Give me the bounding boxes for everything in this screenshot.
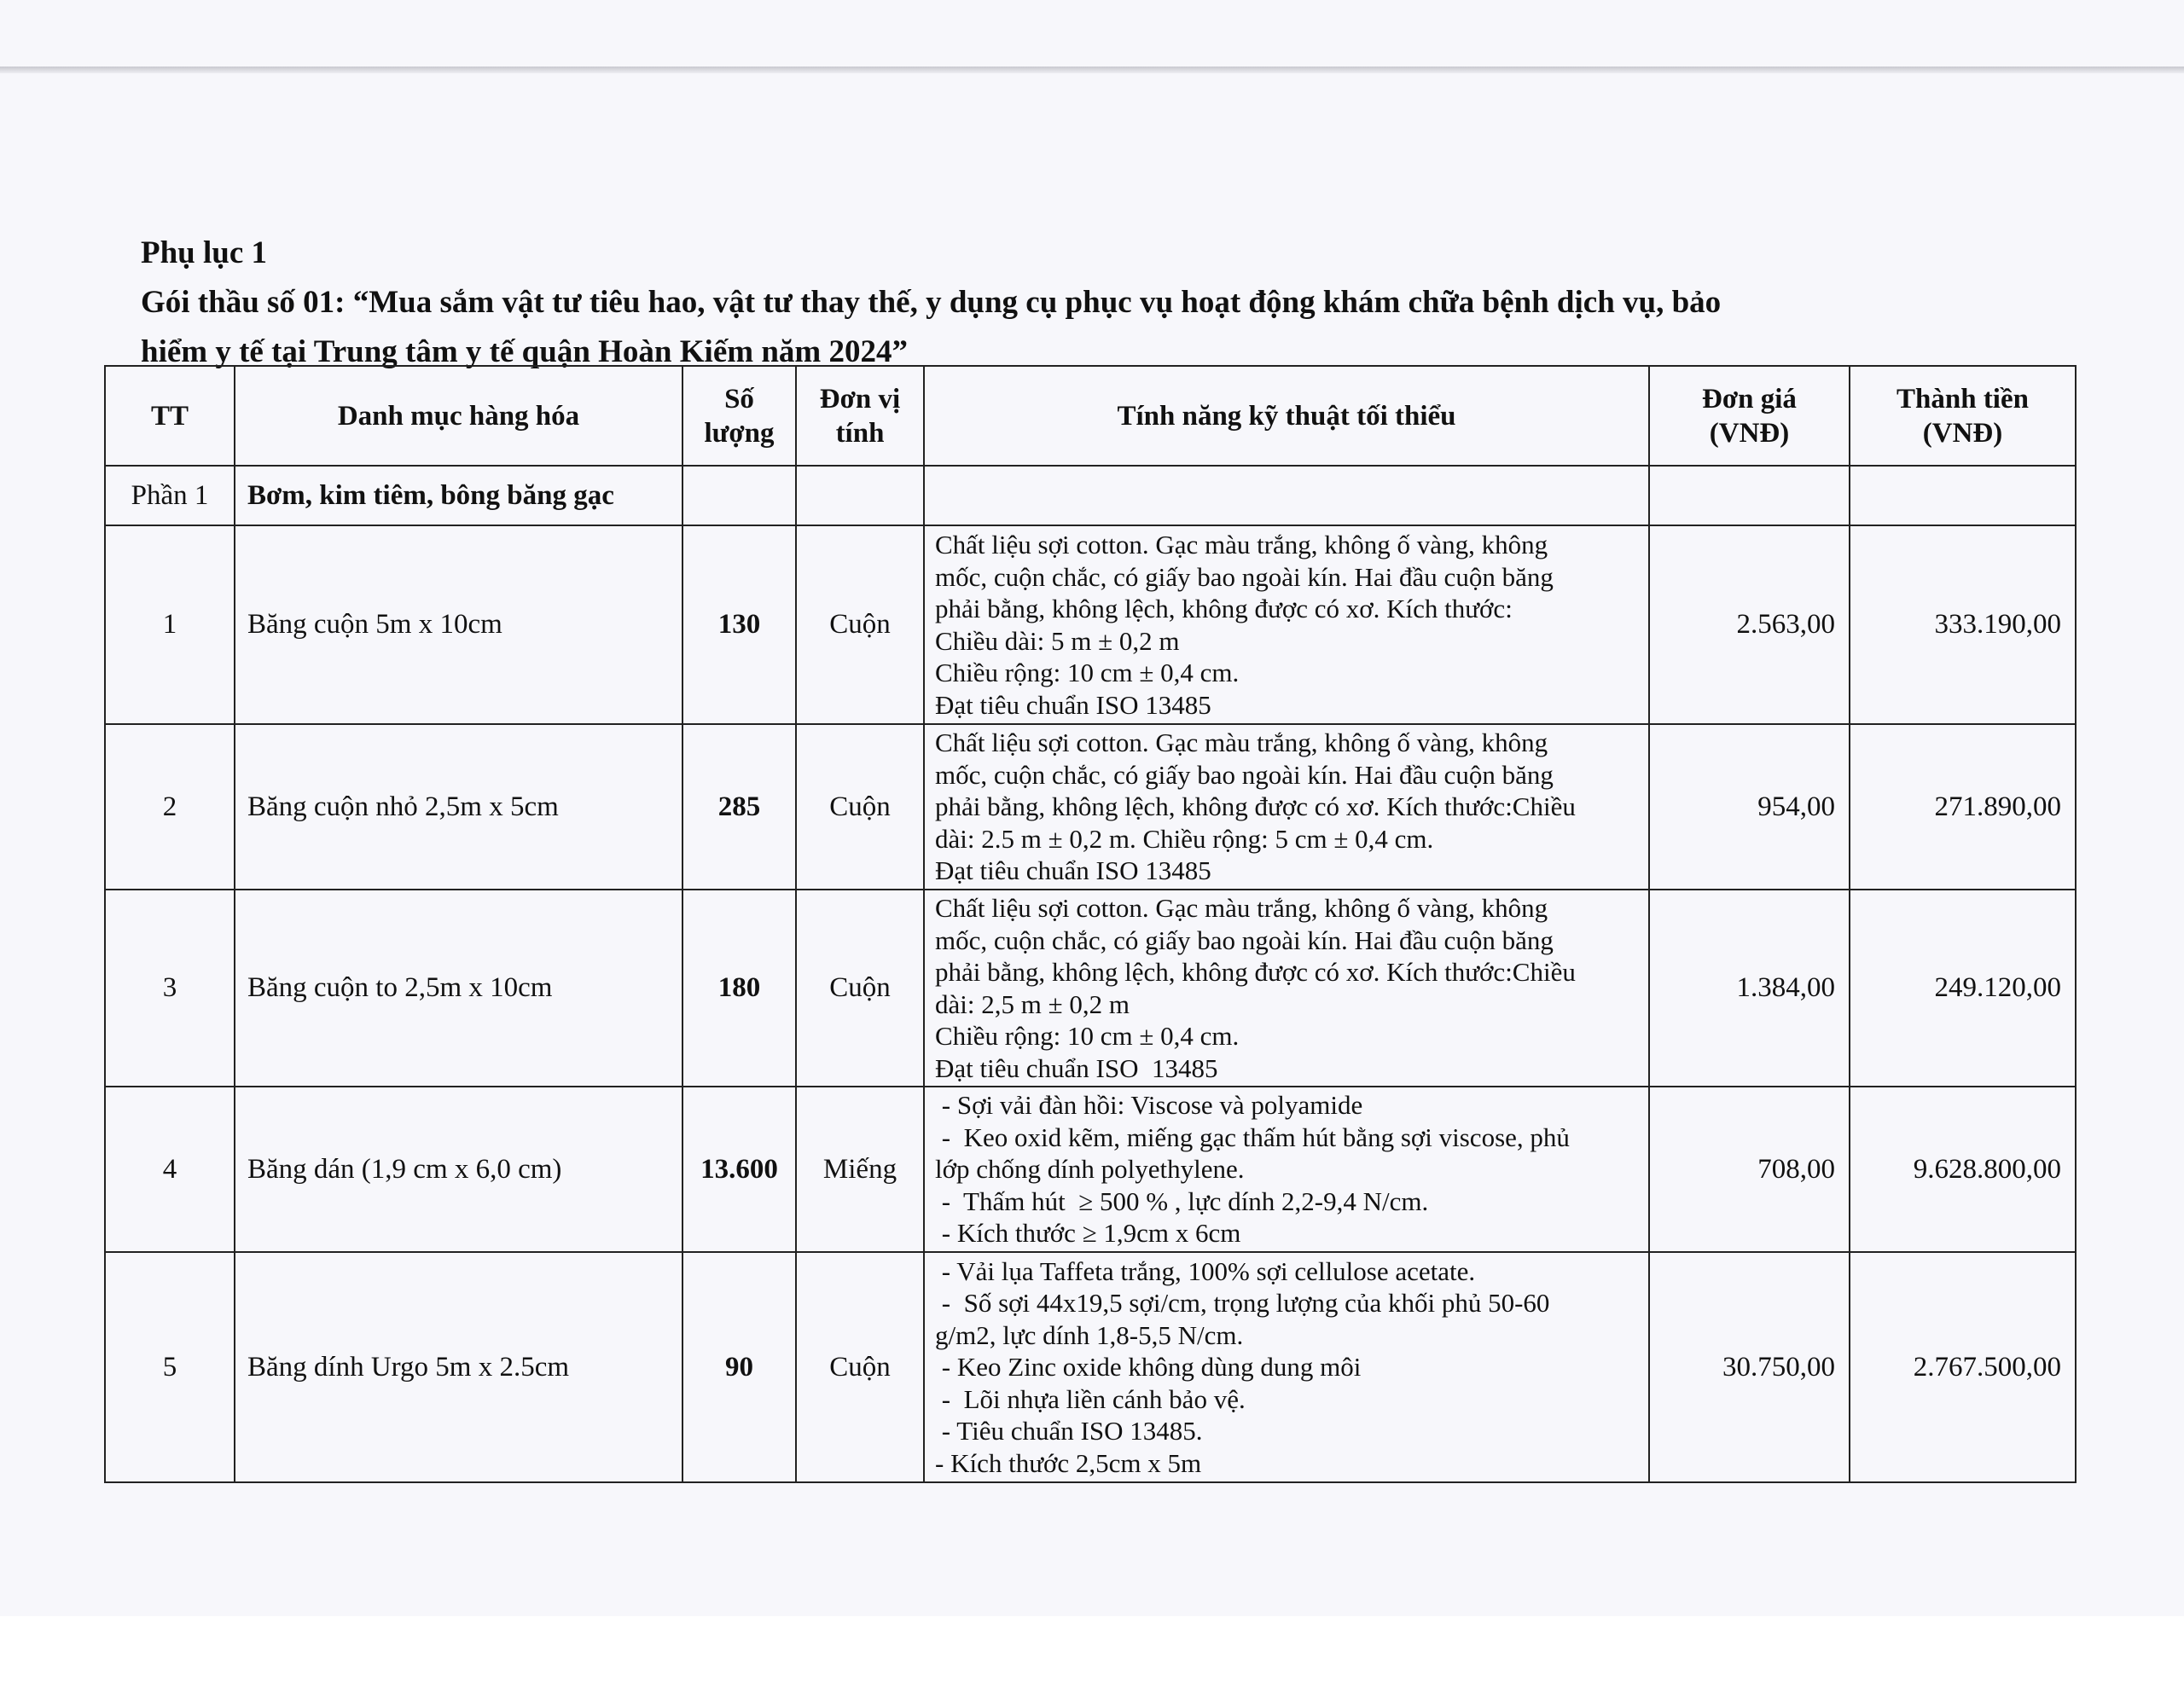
header-unit: Đơn vị tính [796,366,924,466]
header-price: Đơn giá (VNĐ) [1649,366,1850,466]
spec-line: - Tiêu chuẩn ISO 13485. [935,1416,1203,1446]
document-heading [141,229,2086,377]
item-tt: 5 [105,1252,235,1482]
goods-table [104,365,2077,1483]
header-total: Thành tiền (VNĐ) [1850,366,2076,466]
spec-line: mốc, cuộn chắc, có giấy bao ngoài kín. Hai đầu cuộn băng [935,759,1554,790]
item-qty: 13.600 [682,1087,796,1252]
table-row [105,1087,2076,1252]
spec-line: phải bằng, không lệch, không được có xơ. Kích thước: [935,594,1513,623]
item-tt: 4 [105,1087,235,1252]
item-unit: Cuộn [796,1252,924,1482]
item-tt: 2 [105,724,235,890]
spec-line: Chất liệu sợi cotton. Gạc màu trắng, không ố vàng, không [935,530,1548,559]
item-spec [924,1252,1649,1482]
spec-line: phải bằng, không lệch, không được có xơ. Kích thước:Chiều [935,957,1576,987]
item-total: 249.120,00 [1850,890,2076,1087]
item-total: 333.190,00 [1850,525,2076,724]
section-row [105,466,2076,525]
item-spec [924,890,1649,1087]
spec-line: lớp chống dính polyethylene. [935,1154,1245,1185]
spec-line: - Keo Zinc oxide không dùng dung môi [935,1352,1362,1383]
item-name: Băng cuộn nhỏ 2,5m x 5cm [235,724,682,890]
header-tt: TT [105,366,235,466]
item-price: 708,00 [1649,1087,1850,1252]
header-spec: Tính năng kỹ thuật tối thiểu [924,366,1649,466]
spec-line: Đạt tiêu chuẩn ISO 13485 [935,855,1211,886]
item-unit: Cuộn [796,525,924,724]
spec-line: - Kích thước 2,5cm x 5m [935,1447,1202,1478]
section-label: Phần 1 [105,466,235,525]
item-total: 2.767.500,00 [1850,1252,2076,1482]
item-name: Băng dính Urgo 5m x 2.5cm [235,1252,682,1482]
item-unit: Miếng [796,1087,924,1252]
spec-line: mốc, cuộn chắc, có giấy bao ngoài kín. Hai đầu cuộn băng [935,561,1554,592]
item-total: 271.890,00 [1850,724,2076,890]
item-spec [924,724,1649,890]
spec-line: Chiều rộng: 10 cm ± 0,4 cm. [935,1021,1240,1051]
spec-line: Đạt tiêu chuẩn ISO 13485 [935,1052,1218,1083]
item-qty: 130 [682,525,796,724]
spec-line: g/m2, lực dính 1,8-5,5 N/cm. [935,1319,1244,1350]
item-price: 1.384,00 [1649,890,1850,1087]
item-unit: Cuộn [796,724,924,890]
table-row [105,525,2076,724]
spec-line: - Sợi vải đàn hồi: Viscose và polyamide [935,1090,1363,1121]
spec-line: Chiều dài: 5 m ± 0,2 m [935,625,1180,656]
item-spec [924,1087,1649,1252]
item-total: 9.628.800,00 [1850,1087,2076,1252]
spec-line: - Thấm hút ≥ 500 % , lực dính 2,2-9,4 N/cm. [935,1186,1429,1216]
spec-line: - Lõi nhựa liền cánh bảo vệ. [935,1383,1246,1414]
spec-line: dài: 2,5 m ± 0,2 m [935,988,1130,1019]
item-price: 30.750,00 [1649,1252,1850,1482]
item-tt: 1 [105,525,235,724]
spec-line: Chiều rộng: 10 cm ± 0,4 cm. [935,658,1240,687]
section-title: Bơm, kim tiêm, bông băng gạc [235,466,682,525]
table-header-row [105,366,2076,466]
item-price: 2.563,00 [1649,525,1850,724]
table-row [105,890,2076,1087]
appendix-title: Phụ lục 1 [141,235,268,270]
item-qty: 90 [682,1252,796,1482]
spec-line: - Kích thước ≥ 1,9cm x 6cm [935,1218,1241,1249]
spec-line: Đạt tiêu chuẩn ISO 13485 [935,689,1211,720]
spec-line: - Số sợi 44x19,5 sợi/cm, trọng lượng của khối phủ 50-60 [935,1288,1550,1319]
header-qty: Số lượng [682,366,796,466]
spec-line: mốc, cuộn chắc, có giấy bao ngoài kín. Hai đầu cuộn băng [935,925,1554,955]
item-spec [924,525,1649,724]
package-title-line-1: Gói thầu số 01: “Mua sắm vật tư tiêu hao, vật tư thay thế, y dụng cụ phục vụ hoạt động khám chữa bệnh dịch vụ, bảo [141,285,1722,320]
scan-bottom-margin [0,1616,2184,1687]
spec-line: - Vải lụa Taffeta trắng, 100% sợi cellulose acetate. [935,1255,1476,1286]
table-row [105,724,2076,890]
item-name: Băng cuộn to 2,5m x 10cm [235,890,682,1087]
item-name: Băng cuộn 5m x 10cm [235,525,682,724]
item-name: Băng dán (1,9 cm x 6,0 cm) [235,1087,682,1252]
item-price: 954,00 [1649,724,1850,890]
table-row [105,1252,2076,1482]
scan-top-edge [0,67,2184,73]
item-qty: 285 [682,724,796,890]
item-unit: Cuộn [796,890,924,1087]
spec-line: Chất liệu sợi cotton. Gạc màu trắng, không ố vàng, không [935,728,1548,758]
spec-line: Chất liệu sợi cotton. Gạc màu trắng, không ố vàng, không [935,893,1548,923]
header-name: Danh mục hàng hóa [235,366,682,466]
spec-line: dài: 2.5 m ± 0,2 m. Chiều rộng: 5 cm ± 0,4 cm. [935,823,1434,854]
spec-line: phải bằng, không lệch, không được có xơ. Kích thước:Chiều [935,791,1576,822]
item-tt: 3 [105,890,235,1087]
item-qty: 180 [682,890,796,1087]
package-title-line-2: hiểm y tế tại Trung tâm y tế quận Hoàn Kiếm năm 2024” [141,334,908,369]
spec-line: - Keo oxid kẽm, miếng gạc thấm hút bằng sợi viscose, phủ [935,1122,1570,1152]
